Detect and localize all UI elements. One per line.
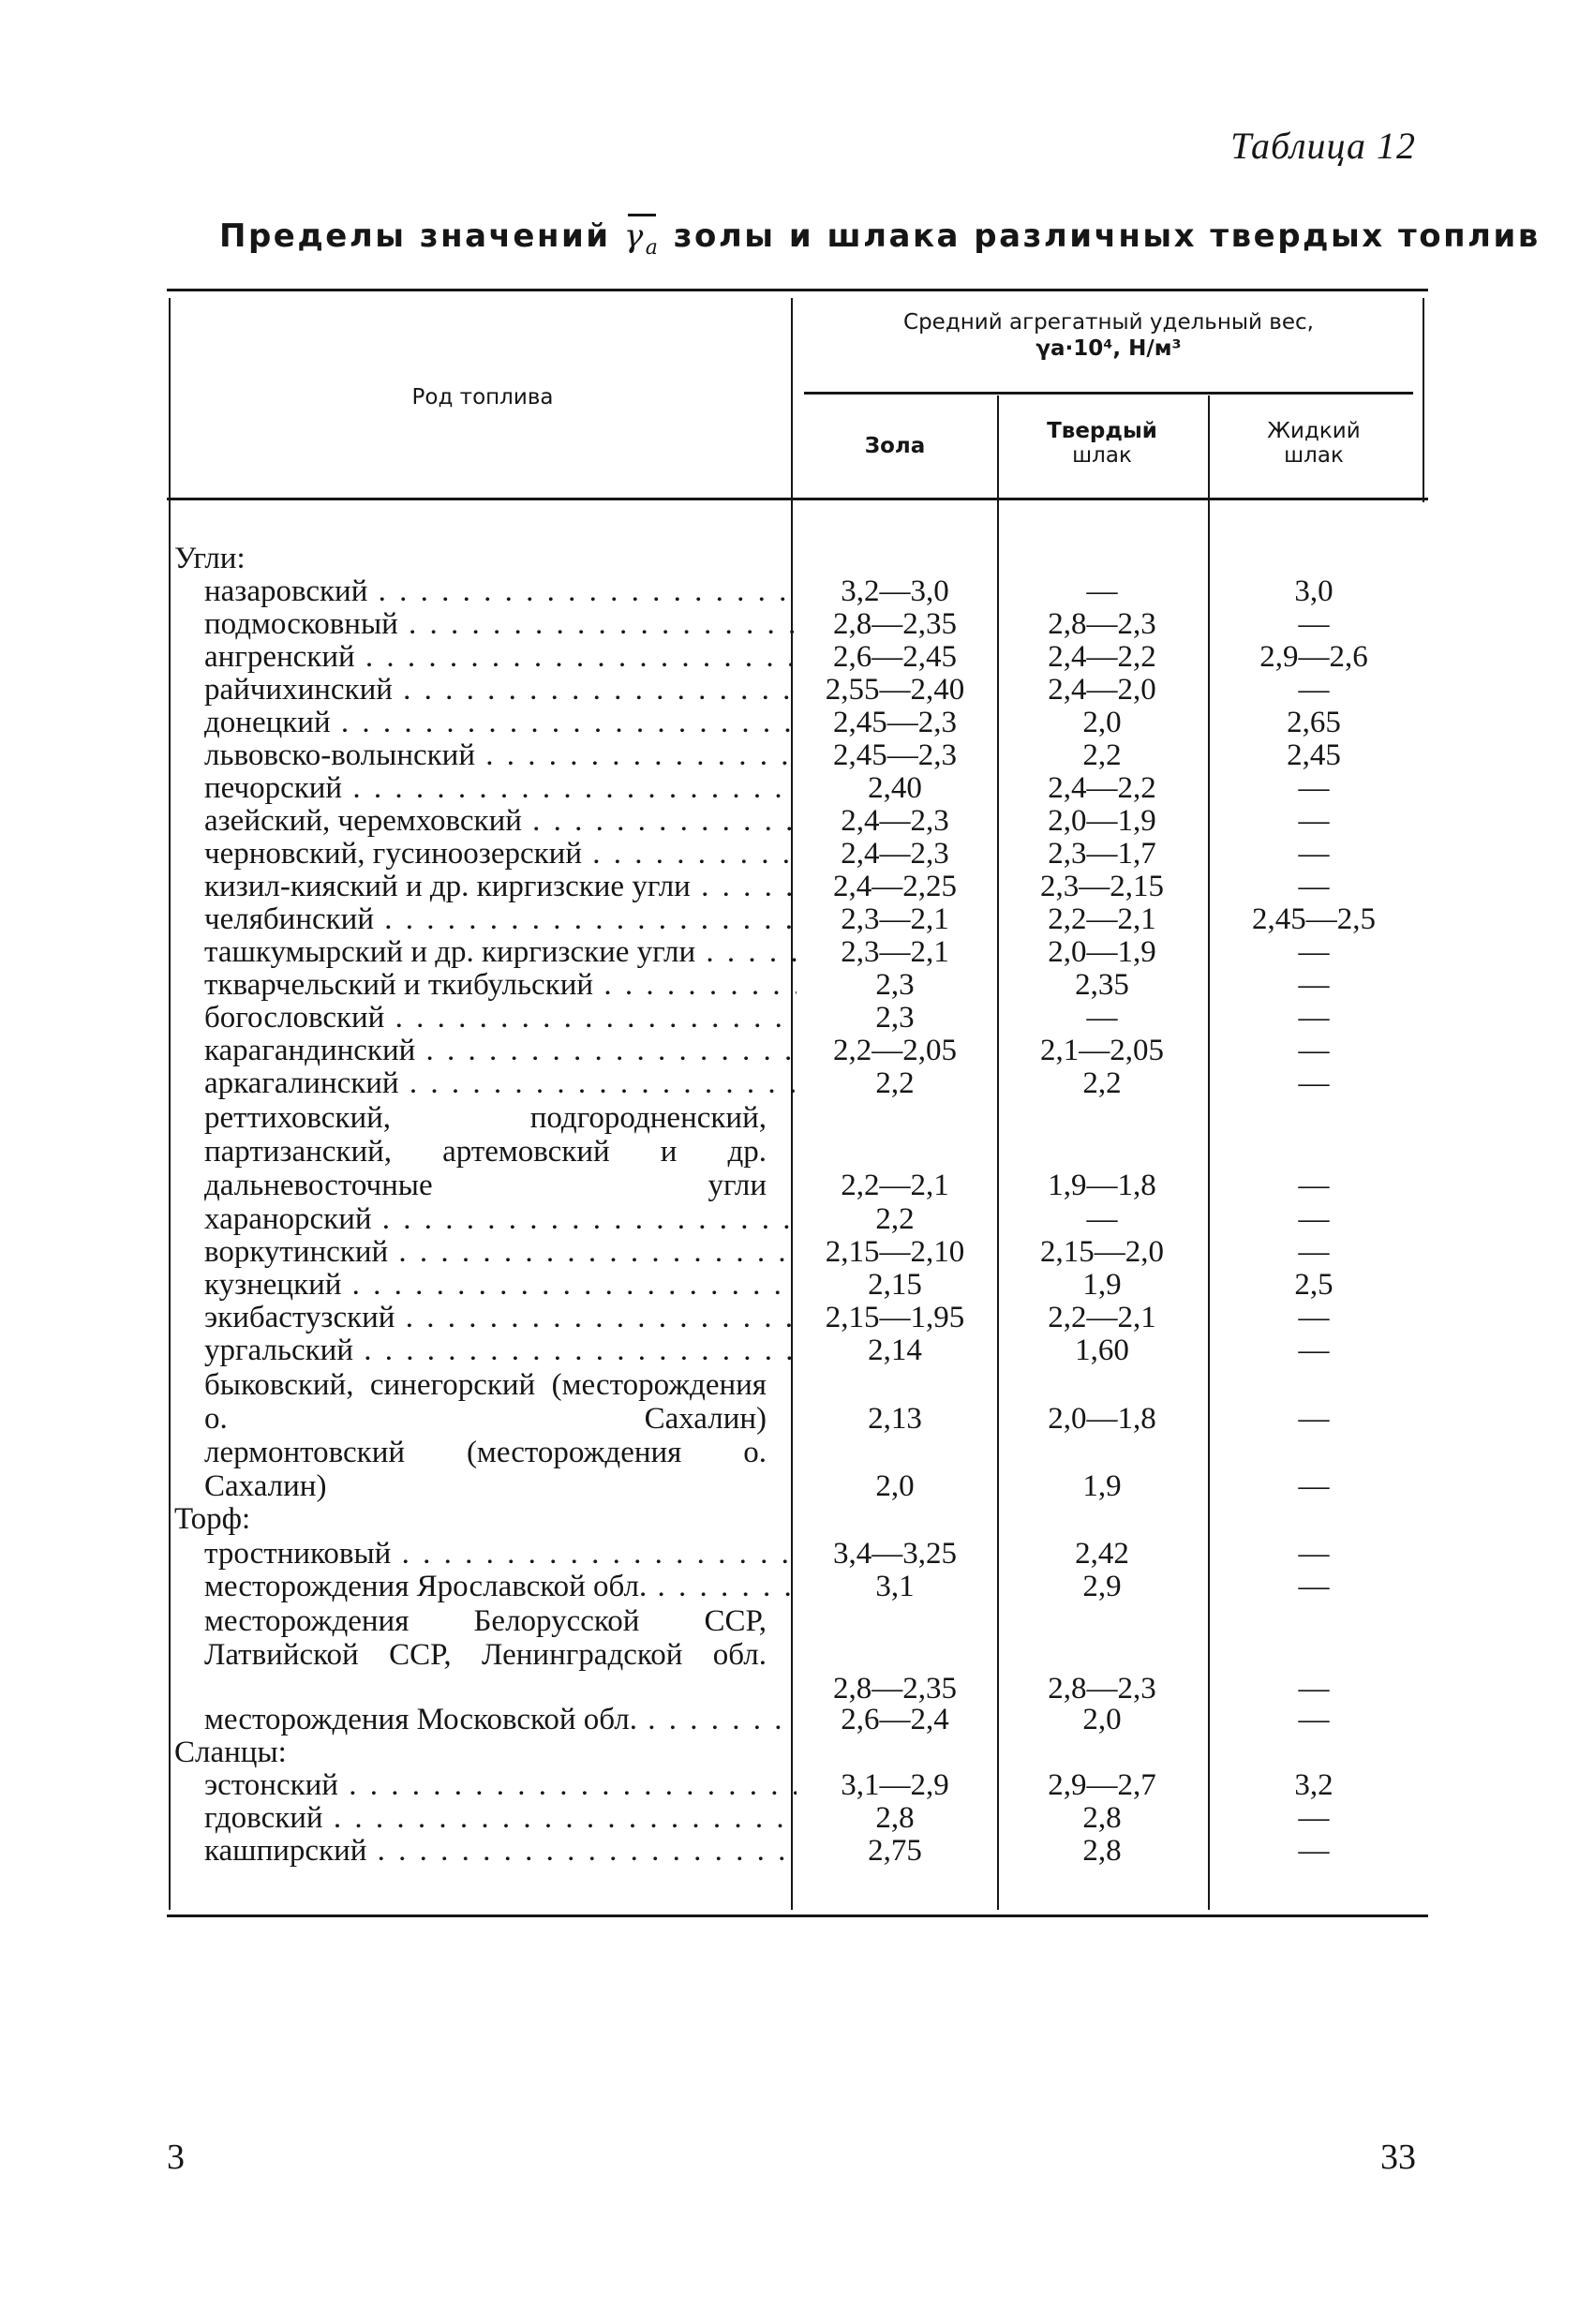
solid-slag-value: 2,2—2,1 xyxy=(1048,902,1156,936)
ash-value: 2,4—2,3 xyxy=(841,837,949,871)
solid-slag-value: 2,35 xyxy=(1075,968,1129,1002)
liquid-slag-value: — xyxy=(1298,870,1330,903)
ash-value: 2,15—1,95 xyxy=(825,1301,965,1334)
page-number-right: 33 xyxy=(1380,2138,1416,2177)
column-divider-ash xyxy=(791,298,793,1910)
fuel-group-label: Угли: xyxy=(174,542,246,575)
solid-slag-value: 2,2 xyxy=(1082,1066,1122,1100)
ash-value: 2,55—2,40 xyxy=(825,673,965,707)
solid-slag-value: 2,8—2,3 xyxy=(1048,607,1156,641)
solid-slag-value: 2,0—1,9 xyxy=(1048,935,1156,969)
solid-slag-value: 2,0—1,8 xyxy=(1048,1402,1156,1436)
liquid-slag-value: — xyxy=(1298,935,1330,969)
header-solid-slag-line2: шлак xyxy=(1072,443,1132,468)
liquid-slag-value: — xyxy=(1298,837,1330,871)
title-text-before: Пределы значений xyxy=(219,217,611,255)
liquid-slag-value: — xyxy=(1298,968,1330,1002)
liquid-slag-value: — xyxy=(1298,1169,1330,1202)
page-number-left: 3 xyxy=(167,2138,185,2177)
fuel-name: эстонский . . . xyxy=(204,1768,797,1802)
fuel-name: экибастузский . . . xyxy=(204,1301,797,1334)
liquid-slag-value: — xyxy=(1298,1034,1330,1067)
solid-slag-value: 2,4—2,0 xyxy=(1048,673,1156,707)
fuel-name: назаровский . . . xyxy=(204,574,797,608)
liquid-slag-value: — xyxy=(1298,1202,1330,1236)
liquid-slag-value: — xyxy=(1298,771,1330,805)
liquid-slag-value: — xyxy=(1298,1469,1330,1503)
ash-value: 2,6—2,45 xyxy=(833,640,957,674)
header-ash: Зола xyxy=(864,434,926,458)
ash-value: 3,2—3,0 xyxy=(841,574,949,608)
liquid-slag-value: — xyxy=(1298,1570,1330,1603)
fuel-name: месторождения Ярославской обл. . . . xyxy=(204,1570,797,1603)
header-bottom-rule xyxy=(167,498,1428,500)
fuel-name: челябинский . . . xyxy=(204,902,797,936)
liquid-slag-value: 2,65 xyxy=(1287,706,1341,739)
liquid-slag-value: — xyxy=(1298,1801,1330,1835)
fuel-name: кашпирский . . . xyxy=(204,1834,797,1868)
fuel-name: азейский, черемховский . . . xyxy=(204,804,797,838)
fuel-name: ангренский . . . xyxy=(204,640,797,674)
fuel-name: ургальский . . . xyxy=(204,1333,797,1367)
liquid-slag-value: 2,9—2,6 xyxy=(1259,640,1368,674)
solid-slag-value: 1,9—1,8 xyxy=(1048,1169,1156,1202)
solid-slag-value: 2,8 xyxy=(1082,1801,1122,1835)
solid-slag-value: 1,60 xyxy=(1075,1333,1129,1367)
solid-slag-value: 2,3—2,15 xyxy=(1040,870,1164,903)
fuel-name: донецкий . . . xyxy=(204,706,797,739)
ash-value: 2,2—2,1 xyxy=(841,1169,949,1202)
ash-value: 2,13 xyxy=(868,1402,922,1436)
fuel-name: ткварчельский и ткибульский . . . xyxy=(204,968,797,1002)
fuel-name: подмосковный . . . xyxy=(204,607,797,641)
fuel-group-label: Торф: xyxy=(174,1502,251,1536)
fuel-name: реттиховский, подгородненский, партизанский, артемовский и др. дальневосточные угли xyxy=(204,1101,767,1202)
fuel-name: кузнецкий . . . xyxy=(204,1268,797,1302)
header-fuel-type: Род топлива xyxy=(411,385,554,410)
solid-slag-value: 2,9—2,7 xyxy=(1048,1768,1156,1802)
ash-value: 2,4—2,3 xyxy=(841,804,949,838)
fuel-name: быковский, синегорский (месторождения о. Сахалин) xyxy=(204,1368,767,1436)
liquid-slag-value: — xyxy=(1298,1066,1330,1100)
liquid-slag-value: — xyxy=(1298,1333,1330,1367)
ash-value: 2,0 xyxy=(875,1469,915,1503)
liquid-slag-value: — xyxy=(1298,1301,1330,1334)
ash-value: 2,3 xyxy=(875,968,915,1002)
fuel-name: черновский, гусиноозерский . . . xyxy=(204,837,797,871)
solid-slag-value: 2,3—1,7 xyxy=(1048,837,1156,871)
solid-slag-value: 2,0 xyxy=(1082,706,1122,739)
liquid-slag-value: — xyxy=(1298,1672,1330,1706)
fuel-name: воркутинский . . . xyxy=(204,1235,797,1269)
fuel-name: лермонтовский (месторождения о. Сахалин) xyxy=(204,1436,767,1503)
header-subrule xyxy=(804,392,1413,395)
ash-value: 2,3—2,1 xyxy=(841,935,949,969)
solid-slag-value: 2,42 xyxy=(1075,1537,1129,1571)
ash-value: 2,4—2,25 xyxy=(833,870,957,903)
gamma-symbol: $\gamma_a$ xyxy=(624,214,660,260)
title-text-after: золы и шлака различных твердых топлив xyxy=(673,217,1541,255)
ash-value: 2,40 xyxy=(868,771,922,805)
solid-slag-value: 2,2—2,1 xyxy=(1048,1301,1156,1334)
fuel-name: львовско-волынский . . . xyxy=(204,738,797,772)
liquid-slag-value: — xyxy=(1298,1001,1330,1035)
fuel-name: месторождения Белорусской ССР, Латвийской ССР, Ленинградской обл. xyxy=(204,1604,767,1672)
liquid-slag-value: — xyxy=(1298,1703,1330,1736)
fuel-group-label: Сланцы: xyxy=(174,1736,287,1769)
ash-value: 2,2 xyxy=(875,1202,915,1236)
solid-slag-value: 2,8 xyxy=(1082,1834,1122,1868)
solid-slag-value: — xyxy=(1086,1001,1118,1035)
fuel-name: печорский . . . xyxy=(204,771,797,805)
ash-value: 2,75 xyxy=(868,1834,922,1868)
ash-value: 2,6—2,4 xyxy=(841,1703,949,1736)
table-left-border xyxy=(169,298,171,1910)
solid-slag-value: 2,2 xyxy=(1082,738,1122,772)
liquid-slag-value: 3,2 xyxy=(1294,1768,1333,1802)
ash-value: 2,3 xyxy=(875,1001,915,1035)
fuel-name: кизил-кияский и др. киргизские угли . . . xyxy=(204,870,797,903)
ash-value: 2,45—2,3 xyxy=(833,706,957,739)
ash-value: 2,2—2,05 xyxy=(833,1034,957,1067)
column-divider-liquid xyxy=(1208,395,1210,1910)
liquid-slag-value: — xyxy=(1298,607,1330,641)
solid-slag-value: 2,4—2,2 xyxy=(1048,771,1156,805)
liquid-slag-value: — xyxy=(1298,1402,1330,1436)
fuel-name: гдовский . . . xyxy=(204,1801,797,1835)
table-title xyxy=(219,214,1541,260)
table-number-label: Таблица 12 xyxy=(1230,125,1416,167)
ash-value: 2,15 xyxy=(868,1268,922,1302)
fuel-name: тростниковый . . . xyxy=(204,1537,797,1571)
fuel-name: харанорский . . . xyxy=(204,1202,797,1236)
liquid-slag-value: 3,0 xyxy=(1294,574,1333,608)
solid-slag-value: — xyxy=(1086,1202,1118,1236)
ash-value: 2,45—2,3 xyxy=(833,738,957,772)
solid-slag-value: 2,4—2,2 xyxy=(1048,640,1156,674)
liquid-slag-value: — xyxy=(1298,673,1330,707)
ash-value: 3,4—3,25 xyxy=(833,1537,957,1571)
liquid-slag-value: — xyxy=(1298,1537,1330,1571)
liquid-slag-value: — xyxy=(1298,1235,1330,1269)
solid-slag-value: 2,1—2,05 xyxy=(1040,1034,1164,1067)
header-liquid-slag-line2: шлак xyxy=(1284,443,1344,468)
ash-value: 3,1 xyxy=(875,1570,915,1603)
liquid-slag-value: — xyxy=(1298,1834,1330,1868)
solid-slag-value: 2,0 xyxy=(1082,1703,1122,1736)
liquid-slag-value: 2,5 xyxy=(1294,1268,1333,1302)
fuel-name: ташкумырский и др. киргизские угли . . . xyxy=(204,935,797,969)
liquid-slag-value: 2,45—2,5 xyxy=(1252,902,1376,936)
liquid-slag-value: 2,45 xyxy=(1287,738,1341,772)
table-bottom-rule xyxy=(167,1914,1428,1917)
fuel-name: месторождения Московской обл. . . . xyxy=(204,1703,797,1736)
header-liquid-slag-line1: Жидкий xyxy=(1267,419,1361,443)
fuel-name: богословский . . . xyxy=(204,1001,797,1035)
liquid-slag-value: — xyxy=(1298,804,1330,838)
header-solid-slag-line1: Твердый xyxy=(1047,419,1157,443)
solid-slag-value: — xyxy=(1086,574,1118,608)
ash-value: 2,8—2,35 xyxy=(833,1672,957,1706)
solid-slag-value: 2,0—1,9 xyxy=(1048,804,1156,838)
ash-value: 2,14 xyxy=(868,1333,922,1367)
header-group-line2: γa·10⁴, Н/м³ xyxy=(1035,336,1182,361)
solid-slag-value: 2,8—2,3 xyxy=(1048,1672,1156,1706)
solid-slag-value: 1,9 xyxy=(1082,1268,1122,1302)
fuel-name: карагандинский . . . xyxy=(204,1034,797,1067)
header-group-line1: Средний агрегатный удельный вес, xyxy=(903,310,1314,335)
ash-value: 2,3—2,1 xyxy=(841,902,949,936)
ash-value: 3,1—2,9 xyxy=(841,1768,949,1802)
ash-value: 2,15—2,10 xyxy=(825,1235,965,1269)
solid-slag-value: 1,9 xyxy=(1082,1469,1122,1503)
ash-value: 2,8—2,35 xyxy=(833,607,957,641)
table-top-rule xyxy=(167,289,1428,291)
table-right-border xyxy=(1423,298,1424,502)
ash-value: 2,2 xyxy=(875,1066,915,1100)
solid-slag-value: 2,15—2,0 xyxy=(1040,1235,1164,1269)
ash-value: 2,8 xyxy=(875,1801,915,1835)
fuel-name: аркагалинский . . . xyxy=(204,1066,797,1100)
fuel-name: райчихинский . . . xyxy=(204,673,797,707)
solid-slag-value: 2,9 xyxy=(1082,1570,1122,1603)
